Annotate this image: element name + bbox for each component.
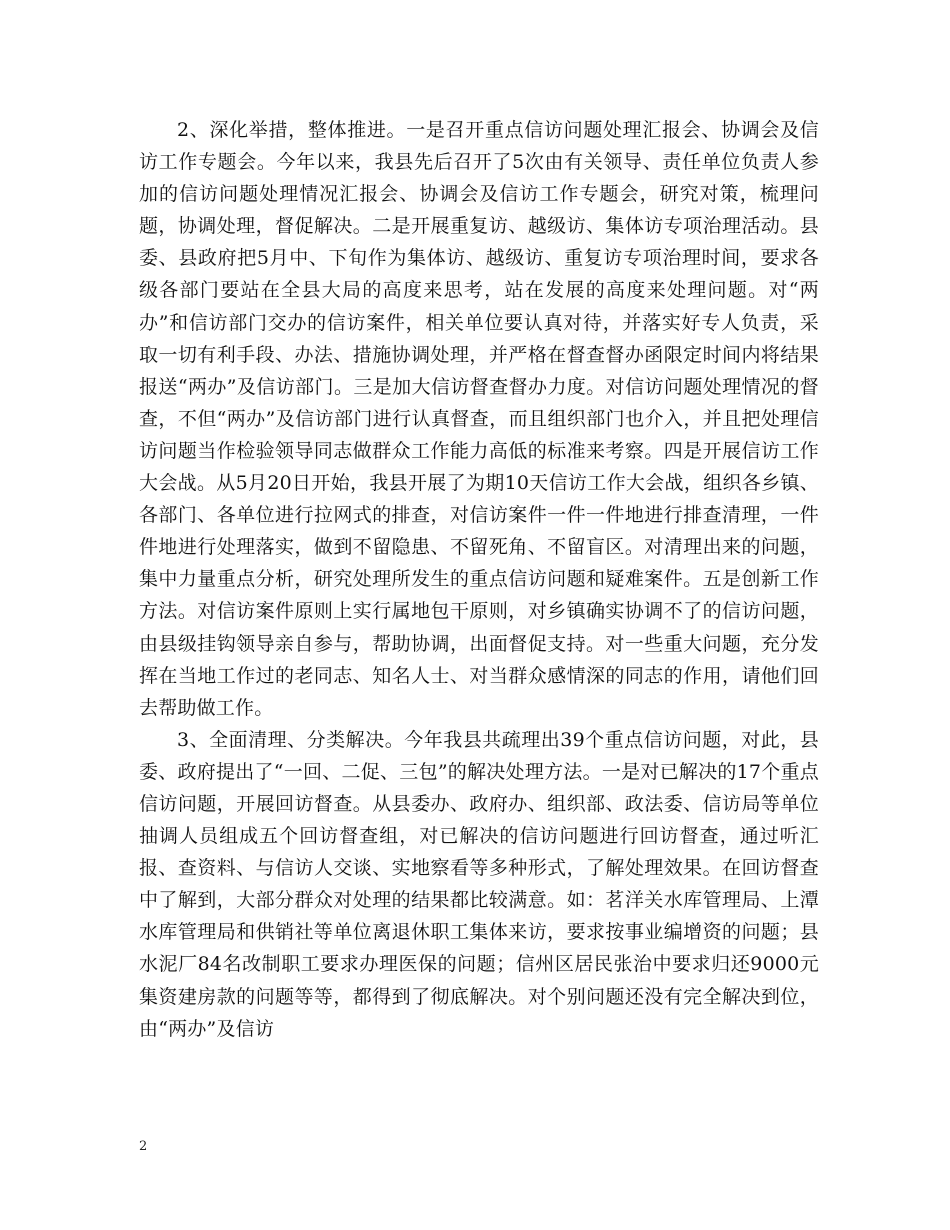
paragraph-2: 2、深化举措，整体推进。一是召开重点信访问题处理汇报会、协调会及信访工作专题会。今年以来，我县先后召开了5次由有关领导、责任单位负责人参加的信访问题处理情况汇报会、协调会及信访工作专题会，研究对策，梳理问题，协调处理，督促解决。二是开展重复访、越级访、集体访专项治理活动。县委、县政府把5月中、下旬作为集体访、越级访、重复访专项治理时间，要求各级各部门要站在全县大局的高度来思考，站在发展的高度来处理问题。对“两办”和信访部门交办的信访案件，相关单位要认真对待，并落实好专人负责，采取一切有利手段、办法、措施协调处理，并严格在督查督办函限定时间内将结果报送“两办”及信访部门。三是加大信访督查督办力度。对信访问题处理情况的督查，不但“两办”及信访部门进行认真督查，而且组织部门也介入，并且把处理信访问题当作检验领导同志做群众工作能力高低的标准来考察。四是开展信访工作大会战。从5月20日开始，我县开展了为期10天信访工作大会战，组织各乡镇、各部门、各单位进行拉网式的排查，对信访案件一件一件地进行排查清理，一件件地进行处理落实，做到不留隐患、不留死角、不留盲区。对清理出来的问题，集中力量重点分析，研究处理所发生的重点信访问题和疑难案件。五是创新工作方法。对信访案件原则上实行属地包干原则，对乡镇确实协调不了的信访问题，由县级挂钩领导亲自参与，帮助协调，出面督促支持。对一些重大问题，充分发挥在当地工作过的老同志、知名人士、对当群众感情深的同志的作用，请他们回去帮助做工作。: [139, 119, 819, 719]
paragraph-3: 3、全面清理、分类解决。今年我县共疏理出39个重点信访问题，对此，县委、政府提出了“一回、二促、三包”的解决处理方法。一是对已解决的17个重点信访问题，开展回访督查。从县委办、政府办、组织部、政法委、信访局等单位抽调人员组成五个回访督查组，对已解决的信访问题进行回访督查，通过听汇报、查资料、与信访人交谈、实地察看等多种形式，了解处理效果。在回访督查中了解到，大部分群众对处理的结果都比较满意。如：茗洋关水库管理局、上潭水库管理局和供销社等单位离退休职工集体来访，要求按事业编增资的问题；县水泥厂84名改制职工要求办理医保的问题；信州区居民张治中要求归还9000元集资建房款的问题等等，都得到了彻底解决。对个别问题还没有完全解决到位，由“两办”及信访: [139, 728, 819, 1040]
page-number: 2: [139, 1139, 148, 1154]
body-text: [139, 114, 819, 1045]
